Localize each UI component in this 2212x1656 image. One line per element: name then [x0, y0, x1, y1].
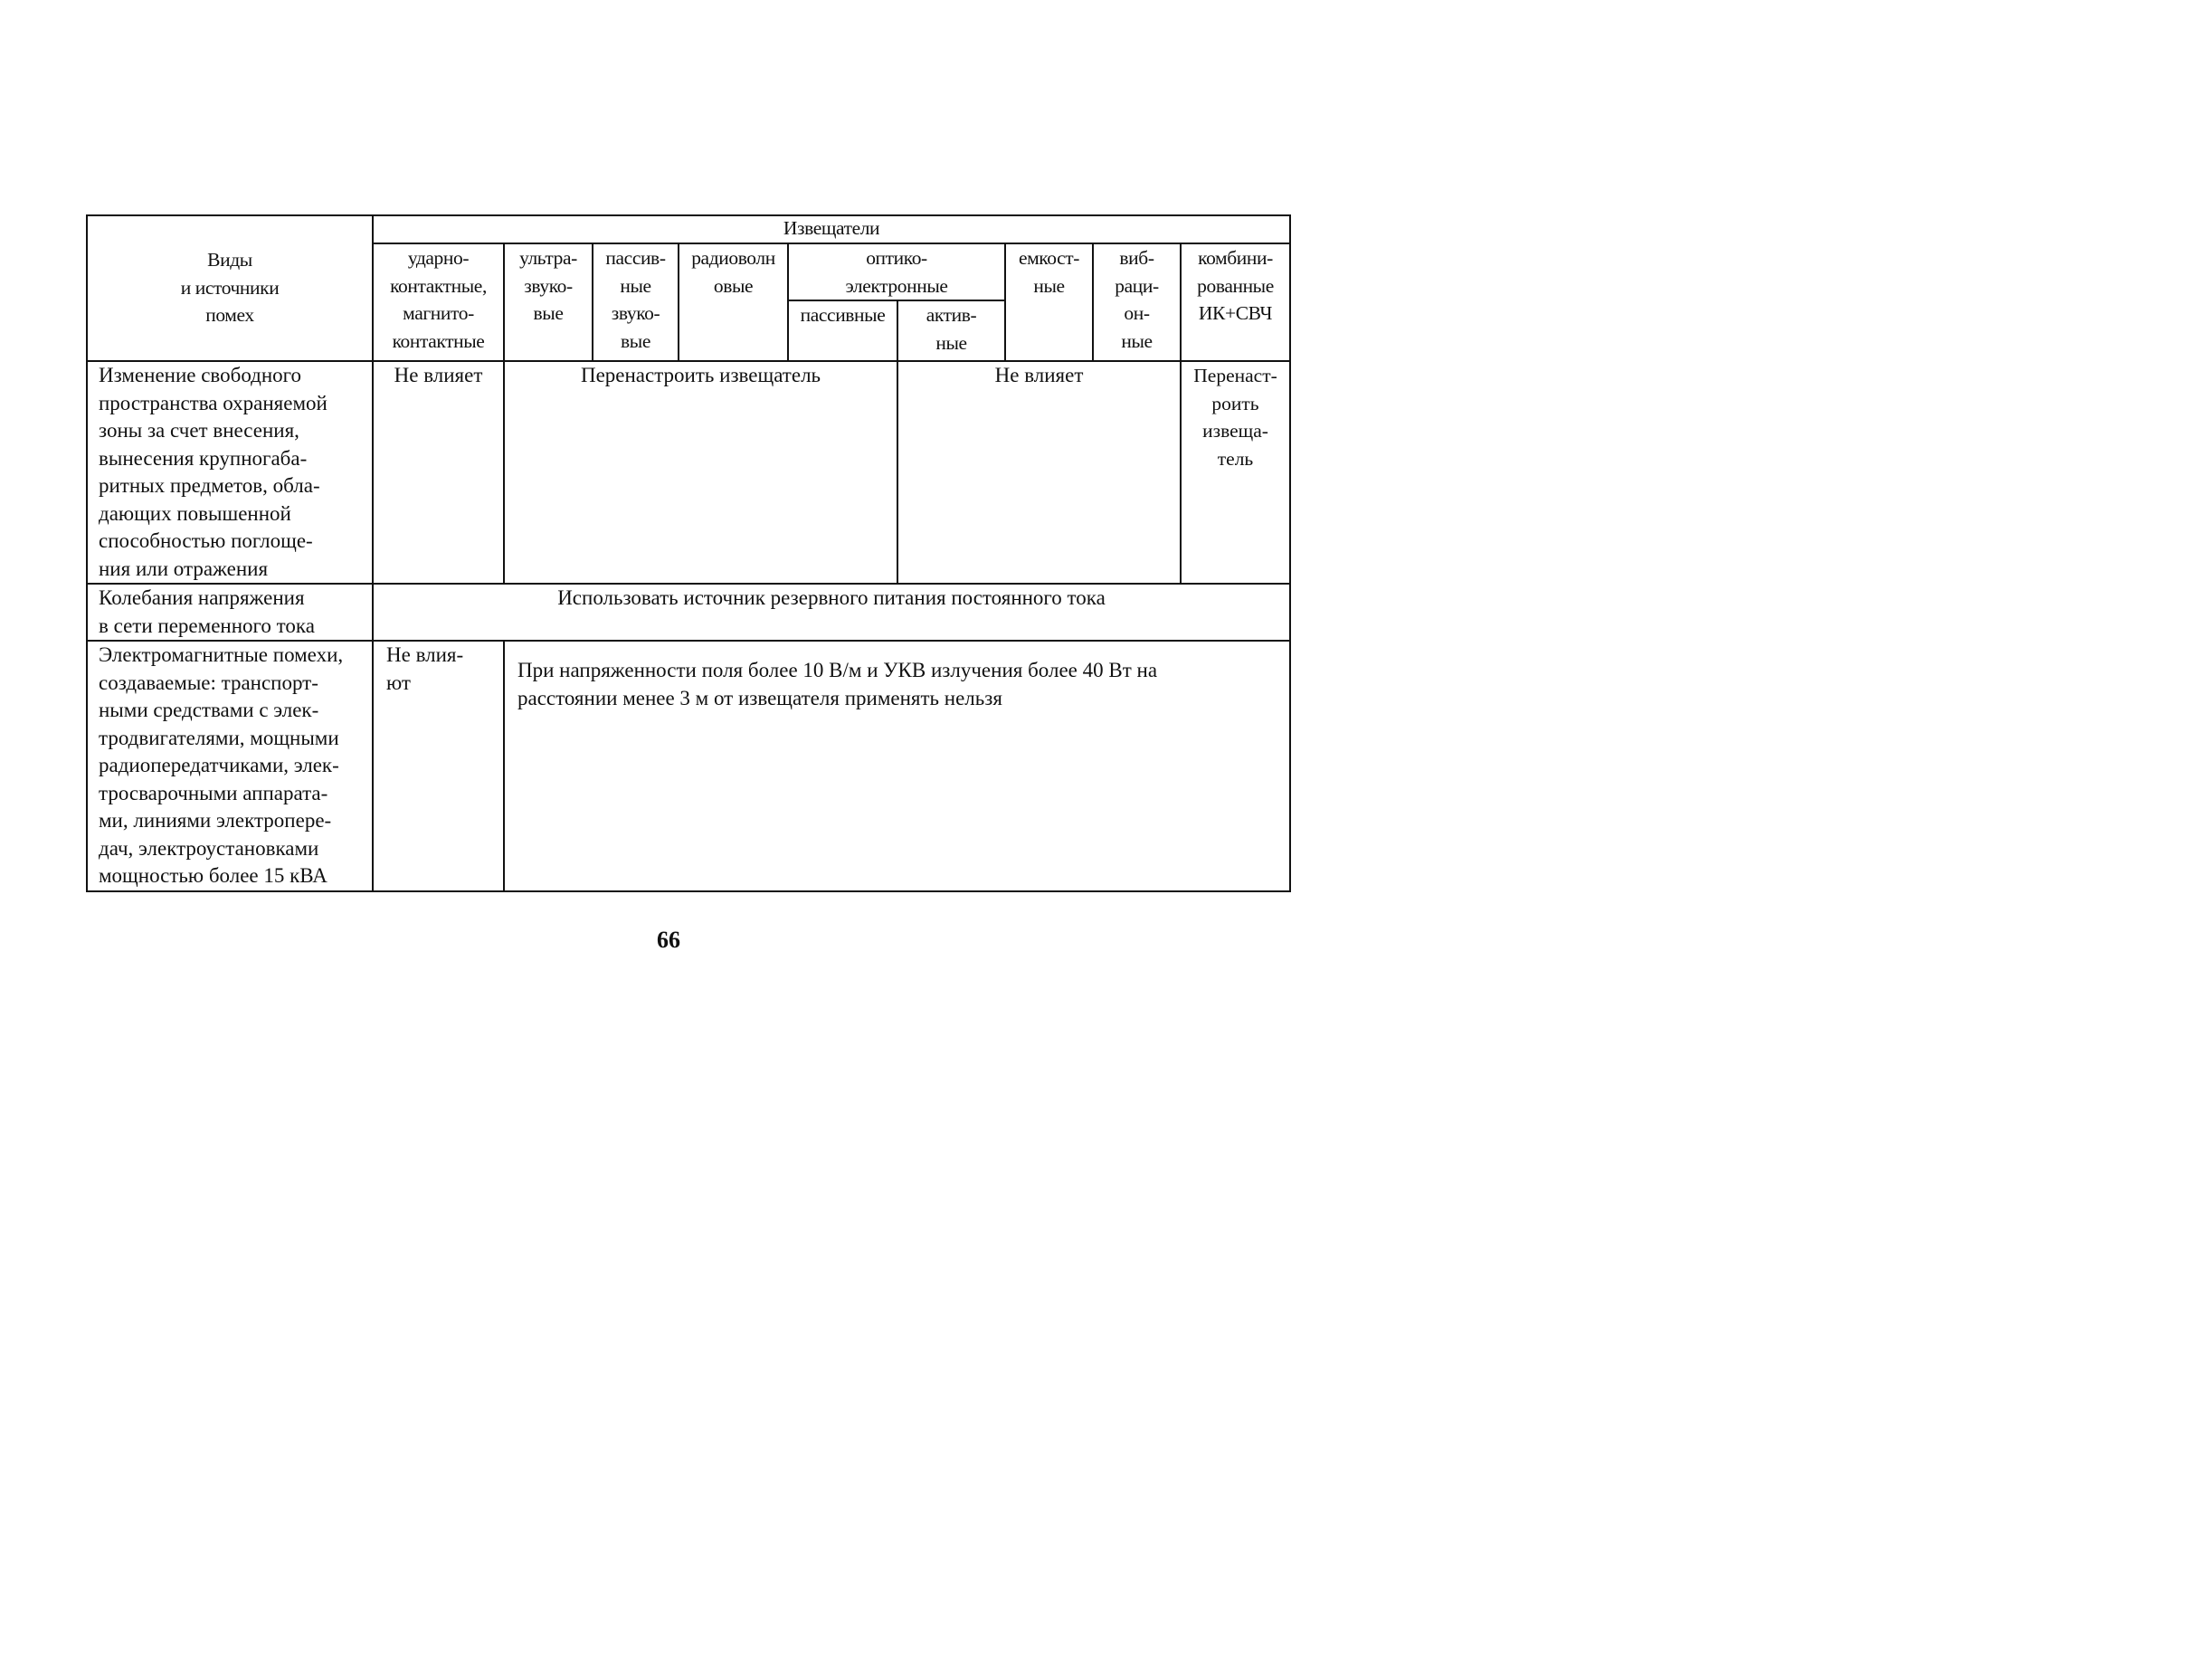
header-col-passive-sound: пассив- ные звуко- вые [593, 243, 679, 361]
cell-use-backup-power: Использовать источник резервного питания постоянного тока [373, 584, 1290, 641]
cell-no-effect-others: Не влияет [897, 361, 1181, 584]
page-number: 66 [657, 927, 680, 953]
row-label-voltage-fluctuation: Колебания напряжения в сети переменного тока [87, 584, 373, 641]
header-col-opto-passive: пассивные [788, 300, 897, 361]
header-col-impact-contact: ударно- контактные, магнито- контактные [373, 243, 504, 361]
header-col-opto-active: актив- ные [897, 300, 1005, 361]
header-col-radiowave: радиоволн овые [679, 243, 788, 361]
cell-reconfigure-detector: Перенастроить извещатель [504, 361, 897, 584]
header-col-ultrasonic: ультра- звуко- вые [504, 243, 593, 361]
header-col-vibration: виб- раци- он- ные [1093, 243, 1181, 361]
row-label-electromagnetic-interference: Электромагнитные помехи, создаваемые: транспорт- ными средствами с элек- тродвигателями, мощными радиопередатчиками, элек- тросварочными аппарата- ми, линиями электропере- дач, электроустановками мощностью более 15 кВА [87, 641, 373, 891]
cell-emi-restriction: При напряженности поля более 10 В/м и УКВ излучения более 40 Вт на расстоянии менее 3 м от извещателя применять нельзя [504, 641, 1290, 891]
cell-no-effect-impact: Не влияет [373, 361, 504, 584]
header-col-optoelectronic: оптико- электронные [788, 243, 1005, 300]
cell-reconfigure-combined: Перенаст- роить извеща- тель [1181, 361, 1290, 584]
header-detectors-group: Извещатели [373, 215, 1290, 243]
header-interference-sources: Виды и источники помех [87, 215, 373, 361]
header-col-capacitive: емкост- ные [1005, 243, 1093, 361]
interference-table [86, 214, 1291, 892]
row-label-free-space-change: Изменение свободного пространства охраняемой зоны за счет внесения, вынесения крупногаба- ритных предметов, обла- дающих повышенной способностью поглоще- ния или отражения [87, 361, 373, 584]
cell-no-effect-emi: Не влия- ют [373, 641, 504, 891]
header-col-combined: комбини- рованные ИК+СВЧ [1181, 243, 1290, 361]
